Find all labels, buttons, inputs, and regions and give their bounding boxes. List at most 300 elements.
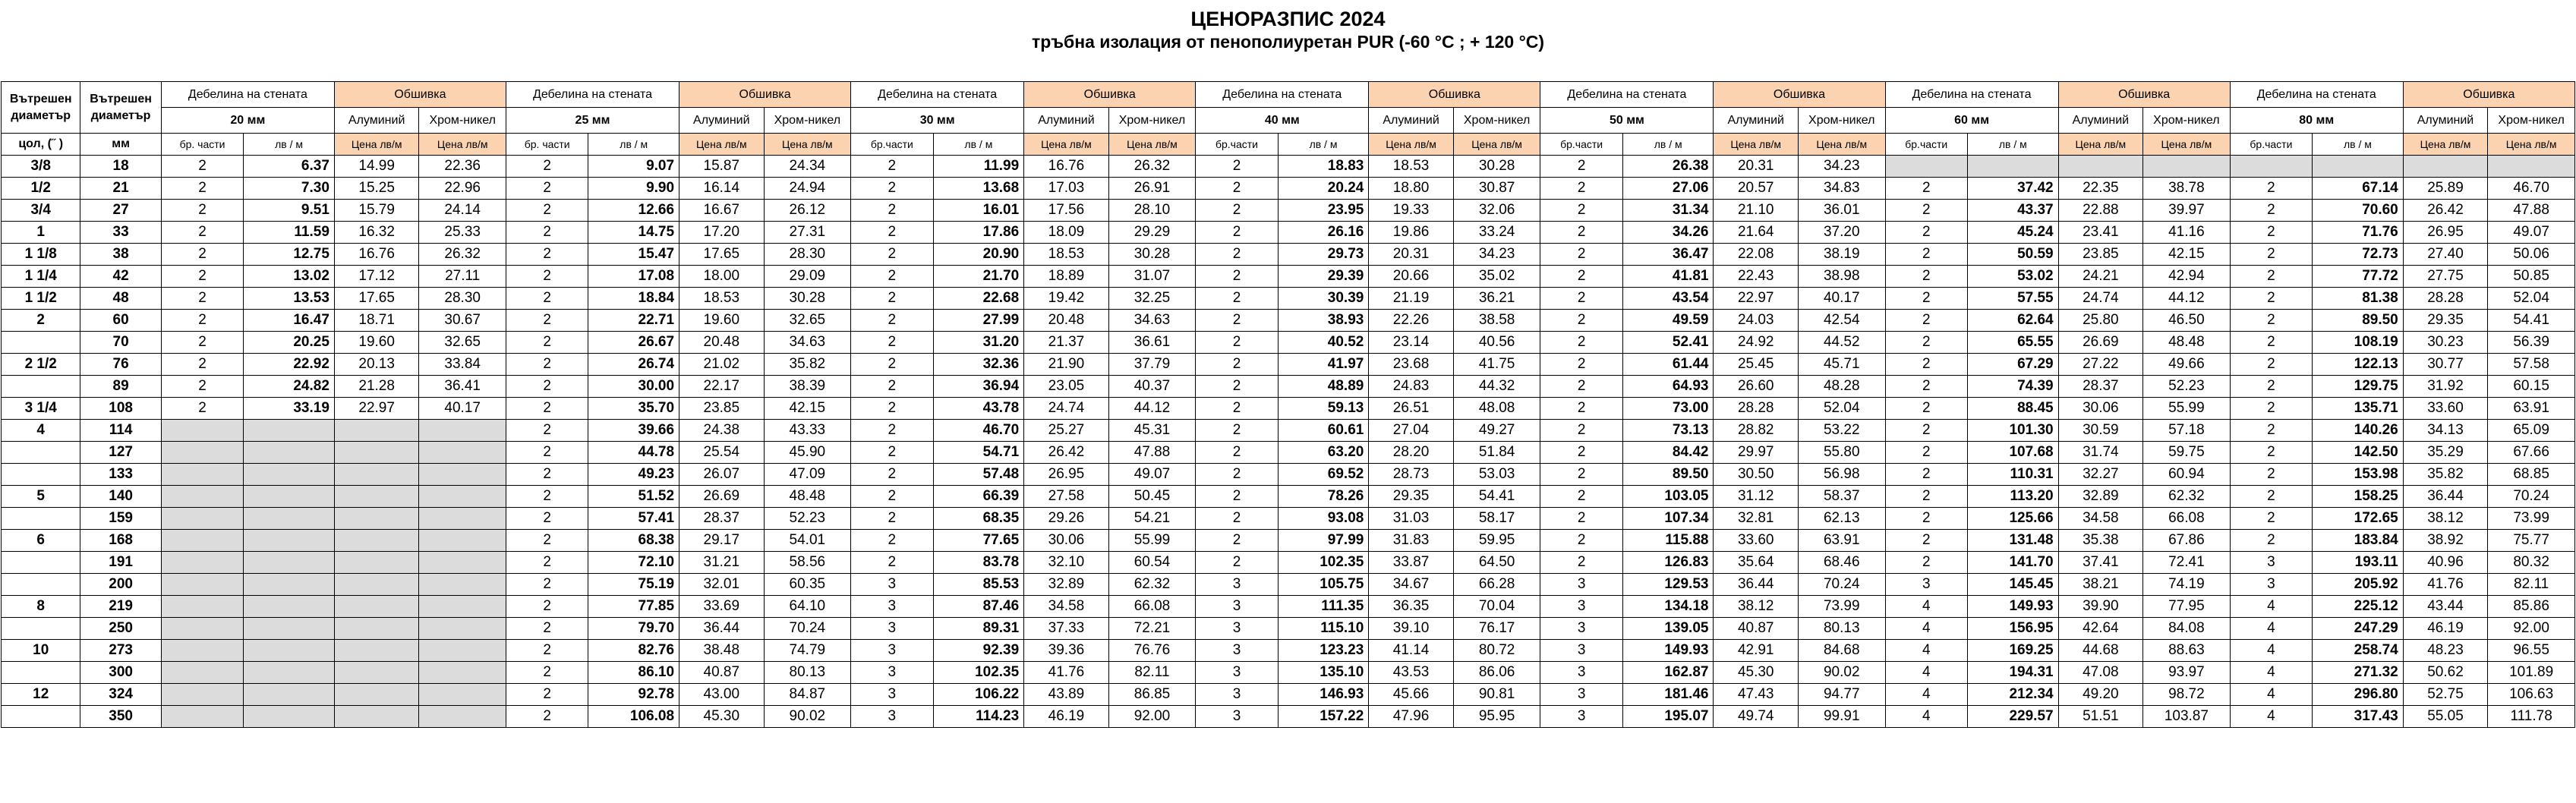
pieces-cell: 2 <box>2230 332 2312 354</box>
pieces-cell: 2 <box>1196 288 1278 310</box>
pieces-cell: 2 <box>851 156 933 178</box>
price-cell: 16.47 <box>244 310 335 332</box>
pieces-cell: 2 <box>851 332 933 354</box>
inch-cell: 1/2 <box>2 178 80 200</box>
price-cell: 24.82 <box>244 376 335 398</box>
inner-diameter-mm-header: Вътрешен диаметър <box>80 82 161 134</box>
aluminium-price-cell: 27.40 <box>2403 244 2488 266</box>
chrome-nickel-price-cell: 53.22 <box>1798 420 1885 442</box>
pieces-cell: 2 <box>161 288 243 310</box>
chrome-nickel-price-cell: 62.32 <box>1108 574 1196 596</box>
price-cell: 113.20 <box>1967 486 2058 508</box>
aluminium-header: Алуминий <box>679 108 765 134</box>
pieces-cell: 4 <box>1885 706 1967 728</box>
chrome-nickel-price-cell: 32.65 <box>419 332 506 354</box>
mm-cell: 133 <box>80 464 161 486</box>
chrome-nickel-price-cell: 44.12 <box>2143 288 2231 310</box>
chrome-nickel-header: Хром-никел <box>1108 108 1196 134</box>
inch-cell: 6 <box>2 530 80 552</box>
pieces-cell: 2 <box>2230 288 2312 310</box>
price-cell: 89.31 <box>933 618 1024 640</box>
aluminium-price-cell: 30.06 <box>1024 530 1109 552</box>
pieces-cell: 2 <box>1885 354 1967 376</box>
pieces-cell: 2 <box>1885 530 1967 552</box>
aluminium-price-cell: 42.91 <box>1714 640 1799 662</box>
price-cell: 85.53 <box>933 574 1024 596</box>
chrome-nickel-price-cell: 103.87 <box>2143 706 2231 728</box>
inch-cell <box>2 706 80 728</box>
pieces-cell: 2 <box>2230 486 2312 508</box>
aluminium-price-cell: 38.21 <box>2058 574 2143 596</box>
price-cell: 13.02 <box>244 266 335 288</box>
aluminium-price-header: Цена лв/м <box>2058 134 2143 156</box>
pieces-cell: 3 <box>851 596 933 618</box>
empty-cell <box>419 530 506 552</box>
aluminium-price-header: Цена лв/м <box>2403 134 2488 156</box>
pieces-cell: 2 <box>1196 376 1278 398</box>
aluminium-price-cell: 36.44 <box>1714 574 1799 596</box>
empty-cell <box>244 640 335 662</box>
table-row <box>2 332 2575 354</box>
pieces-cell: 2 <box>851 266 933 288</box>
pieces-cell: 2 <box>851 530 933 552</box>
chrome-nickel-price-cell: 52.23 <box>2143 376 2231 398</box>
pieces-cell: 4 <box>1885 640 1967 662</box>
chrome-nickel-price-cell: 24.94 <box>764 178 851 200</box>
aluminium-price-header: Цена лв/м <box>1369 134 1454 156</box>
chrome-nickel-price-cell: 32.25 <box>1108 288 1196 310</box>
chrome-nickel-price-cell: 28.30 <box>764 244 851 266</box>
pieces-cell: 2 <box>506 266 588 288</box>
price-cell: 140.26 <box>2313 420 2404 442</box>
pieces-cell: 2 <box>1885 266 1967 288</box>
aluminium-price-cell: 31.03 <box>1369 508 1454 530</box>
aluminium-price-cell: 19.60 <box>334 332 419 354</box>
price-cell: 64.93 <box>1622 376 1714 398</box>
price-cell: 229.57 <box>1967 706 2058 728</box>
aluminium-price-cell: 15.87 <box>679 156 765 178</box>
price-cell: 141.70 <box>1967 552 2058 574</box>
chrome-nickel-price-cell: 66.28 <box>1453 574 1540 596</box>
pieces-cell: 2 <box>2230 354 2312 376</box>
price-cell: 29.39 <box>1278 266 1369 288</box>
pieces-cell: 3 <box>851 618 933 640</box>
pieces-cell: 3 <box>1196 684 1278 706</box>
chrome-nickel-price-cell: 57.58 <box>2488 354 2575 376</box>
chrome-nickel-price-cell: 64.50 <box>1453 552 1540 574</box>
price-cell: 111.35 <box>1278 596 1369 618</box>
chrome-nickel-price-cell: 59.75 <box>2143 442 2231 464</box>
price-cell: 247.29 <box>2313 618 2404 640</box>
chrome-nickel-price-cell: 38.58 <box>1453 310 1540 332</box>
empty-cell <box>161 552 243 574</box>
pieces-cell: 2 <box>1540 332 1622 354</box>
pieces-cell: 2 <box>851 376 933 398</box>
empty-cell <box>334 640 419 662</box>
aluminium-price-cell: 32.81 <box>1714 508 1799 530</box>
aluminium-price-cell: 18.89 <box>1024 266 1109 288</box>
price-cell: 12.75 <box>244 244 335 266</box>
aluminium-price-cell: 16.76 <box>334 244 419 266</box>
header-row-3 <box>2 134 2575 156</box>
aluminium-price-cell: 37.41 <box>2058 552 2143 574</box>
chrome-nickel-price-cell: 58.56 <box>764 552 851 574</box>
empty-cell <box>334 618 419 640</box>
aluminium-price-cell: 29.97 <box>1714 442 1799 464</box>
price-cell: 59.13 <box>1278 398 1369 420</box>
table-row <box>2 662 2575 684</box>
pieces-cell: 2 <box>2230 442 2312 464</box>
price-cell: 97.99 <box>1278 530 1369 552</box>
pieces-cell: 3 <box>851 662 933 684</box>
mm-cell: 200 <box>80 574 161 596</box>
empty-cell <box>244 574 335 596</box>
chrome-nickel-price-cell: 29.29 <box>1108 222 1196 244</box>
chrome-nickel-price-cell: 72.41 <box>2143 552 2231 574</box>
chrome-nickel-price-cell: 90.81 <box>1453 684 1540 706</box>
aluminium-price-cell: 34.58 <box>1024 596 1109 618</box>
aluminium-price-cell: 24.03 <box>1714 310 1799 332</box>
pieces-cell: 2 <box>1196 354 1278 376</box>
price-per-m-header: лв / м <box>1278 134 1369 156</box>
price-cell: 258.74 <box>2313 640 2404 662</box>
pieces-cell: 4 <box>1885 684 1967 706</box>
aluminium-price-cell: 16.32 <box>334 222 419 244</box>
aluminium-price-cell: 24.74 <box>2058 288 2143 310</box>
mm-cell: 219 <box>80 596 161 618</box>
price-cell: 20.25 <box>244 332 335 354</box>
aluminium-price-header: Цена лв/м <box>679 134 765 156</box>
chrome-nickel-price-cell: 90.02 <box>1798 662 1885 684</box>
price-cell: 67.29 <box>1967 354 2058 376</box>
pieces-cell: 2 <box>506 464 588 486</box>
price-cell: 15.47 <box>588 244 679 266</box>
price-cell: 157.22 <box>1278 706 1369 728</box>
price-cell: 115.10 <box>1278 618 1369 640</box>
pieces-cell: 2 <box>506 244 588 266</box>
price-cell: 172.65 <box>2313 508 2404 530</box>
price-cell: 20.24 <box>1278 178 1369 200</box>
aluminium-price-cell: 41.76 <box>1024 662 1109 684</box>
aluminium-header: Алуминий <box>1369 108 1454 134</box>
price-cell: 89.50 <box>2313 310 2404 332</box>
pieces-cell: 2 <box>1885 244 1967 266</box>
chrome-nickel-price-cell: 24.14 <box>419 200 506 222</box>
aluminium-price-cell: 22.35 <box>2058 178 2143 200</box>
mm-cell: 42 <box>80 266 161 288</box>
table-row <box>2 222 2575 244</box>
inch-cell <box>2 442 80 464</box>
price-cell: 51.52 <box>588 486 679 508</box>
aluminium-price-cell: 39.36 <box>1024 640 1109 662</box>
aluminium-price-cell: 25.80 <box>2058 310 2143 332</box>
chrome-nickel-price-cell: 46.70 <box>2488 178 2575 200</box>
mm-cell: 140 <box>80 486 161 508</box>
pieces-cell: 2 <box>2230 464 2312 486</box>
aluminium-price-cell: 32.89 <box>2058 486 2143 508</box>
pieces-cell: 2 <box>1540 288 1622 310</box>
price-cell: 29.73 <box>1278 244 1369 266</box>
pieces-cell: 2 <box>1196 508 1278 530</box>
price-cell: 135.10 <box>1278 662 1369 684</box>
empty-cell <box>2403 156 2488 178</box>
price-cell: 30.00 <box>588 376 679 398</box>
price-cell: 37.42 <box>1967 178 2058 200</box>
chrome-nickel-price-cell: 49.07 <box>2488 222 2575 244</box>
chrome-nickel-price-cell: 70.24 <box>764 618 851 640</box>
chrome-nickel-price-cell: 40.56 <box>1453 332 1540 354</box>
pieces-cell: 2 <box>161 200 243 222</box>
aluminium-price-cell: 36.44 <box>679 618 765 640</box>
empty-cell <box>1885 156 1967 178</box>
aluminium-price-cell: 21.19 <box>1369 288 1454 310</box>
aluminium-price-cell: 18.53 <box>1024 244 1109 266</box>
price-cell: 169.25 <box>1967 640 2058 662</box>
pieces-header: бр. части <box>506 134 588 156</box>
aluminium-price-cell: 49.20 <box>2058 684 2143 706</box>
empty-cell <box>334 684 419 706</box>
pieces-cell: 2 <box>161 354 243 376</box>
empty-cell <box>334 486 419 508</box>
empty-cell <box>244 596 335 618</box>
chrome-nickel-price-cell: 94.77 <box>1798 684 1885 706</box>
aluminium-price-cell: 50.62 <box>2403 662 2488 684</box>
price-cell: 40.52 <box>1278 332 1369 354</box>
chrome-nickel-price-cell: 63.91 <box>1798 530 1885 552</box>
aluminium-price-cell: 44.68 <box>2058 640 2143 662</box>
empty-cell <box>2488 156 2575 178</box>
aluminium-price-cell: 21.02 <box>679 354 765 376</box>
pieces-cell: 2 <box>161 244 243 266</box>
pieces-cell: 2 <box>506 288 588 310</box>
pieces-cell: 2 <box>161 222 243 244</box>
pieces-cell: 2 <box>1196 310 1278 332</box>
table-row <box>2 376 2575 398</box>
aluminium-price-cell: 24.74 <box>1024 398 1109 420</box>
pieces-cell: 2 <box>506 156 588 178</box>
thickness-value: 25 мм <box>506 108 679 134</box>
aluminium-price-cell: 43.44 <box>2403 596 2488 618</box>
pieces-cell: 2 <box>851 442 933 464</box>
pieces-cell: 2 <box>851 222 933 244</box>
pieces-cell: 2 <box>2230 310 2312 332</box>
chrome-nickel-price-cell: 53.03 <box>1453 464 1540 486</box>
inch-cell <box>2 464 80 486</box>
empty-cell <box>419 618 506 640</box>
inch-cell: 3/4 <box>2 200 80 222</box>
chrome-nickel-price-cell: 44.52 <box>1798 332 1885 354</box>
price-cell: 135.71 <box>2313 398 2404 420</box>
aluminium-price-cell: 24.21 <box>2058 266 2143 288</box>
aluminium-price-cell: 28.28 <box>1714 398 1799 420</box>
price-cell: 22.68 <box>933 288 1024 310</box>
pieces-cell: 2 <box>1540 156 1622 178</box>
price-cell: 123.23 <box>1278 640 1369 662</box>
aluminium-price-cell: 47.96 <box>1369 706 1454 728</box>
chrome-nickel-price-cell: 26.12 <box>764 200 851 222</box>
chrome-nickel-price-cell: 34.83 <box>1798 178 1885 200</box>
aluminium-price-cell: 32.27 <box>2058 464 2143 486</box>
empty-cell <box>244 508 335 530</box>
aluminium-price-cell: 26.42 <box>2403 200 2488 222</box>
price-cell: 105.75 <box>1278 574 1369 596</box>
chrome-nickel-price-cell: 84.68 <box>1798 640 1885 662</box>
price-cell: 39.66 <box>588 420 679 442</box>
pieces-cell: 2 <box>1540 266 1622 288</box>
price-cell: 68.38 <box>588 530 679 552</box>
chrome-nickel-price-cell: 49.66 <box>2143 354 2231 376</box>
price-cell: 26.38 <box>1622 156 1714 178</box>
price-cell: 108.19 <box>2313 332 2404 354</box>
chrome-nickel-price-cell: 38.78 <box>2143 178 2231 200</box>
pieces-cell: 2 <box>161 398 243 420</box>
aluminium-price-cell: 49.74 <box>1714 706 1799 728</box>
aluminium-price-cell: 36.35 <box>1369 596 1454 618</box>
pieces-cell: 2 <box>1196 200 1278 222</box>
pieces-cell: 2 <box>1540 552 1622 574</box>
aluminium-price-cell: 39.90 <box>2058 596 2143 618</box>
wall-thickness-header: Дебелина на стената <box>2230 82 2403 108</box>
chrome-nickel-price-cell: 22.36 <box>419 156 506 178</box>
mm-cell: 33 <box>80 222 161 244</box>
wall-thickness-header: Дебелина на стената <box>1885 82 2058 108</box>
unit-mm: мм <box>80 134 161 156</box>
table-row <box>2 310 2575 332</box>
chrome-nickel-price-cell: 84.08 <box>2143 618 2231 640</box>
price-cell: 54.71 <box>933 442 1024 464</box>
aluminium-price-cell: 45.30 <box>1714 662 1799 684</box>
aluminium-price-header: Цена лв/м <box>1024 134 1109 156</box>
mm-cell: 108 <box>80 398 161 420</box>
price-cell: 49.23 <box>588 464 679 486</box>
empty-cell <box>2143 156 2231 178</box>
chrome-nickel-price-cell: 70.24 <box>1798 574 1885 596</box>
price-cell: 87.46 <box>933 596 1024 618</box>
chrome-nickel-price-cell: 43.33 <box>764 420 851 442</box>
aluminium-price-cell: 26.60 <box>1714 376 1799 398</box>
pieces-cell: 2 <box>1196 552 1278 574</box>
aluminium-price-cell: 51.51 <box>2058 706 2143 728</box>
price-cell: 13.68 <box>933 178 1024 200</box>
aluminium-price-cell: 34.13 <box>2403 420 2488 442</box>
empty-cell <box>334 508 419 530</box>
chrome-nickel-price-cell: 52.23 <box>764 508 851 530</box>
chrome-nickel-price-cell: 34.23 <box>1798 156 1885 178</box>
chrome-nickel-price-cell: 74.19 <box>2143 574 2231 596</box>
price-cell: 52.41 <box>1622 332 1714 354</box>
chrome-nickel-price-cell: 92.00 <box>1108 706 1196 728</box>
price-cell: 110.31 <box>1967 464 2058 486</box>
page-title: ЦЕНОРАЗПИС 2024 <box>1190 8 1386 30</box>
price-cell: 103.05 <box>1622 486 1714 508</box>
empty-cell <box>161 464 243 486</box>
inch-cell: 12 <box>2 684 80 706</box>
price-cell: 107.68 <box>1967 442 2058 464</box>
chrome-nickel-price-cell: 82.11 <box>2488 574 2575 596</box>
aluminium-price-cell: 28.37 <box>2058 376 2143 398</box>
thickness-value: 50 мм <box>1540 108 1714 134</box>
pieces-cell: 2 <box>851 486 933 508</box>
chrome-nickel-price-cell: 52.04 <box>1798 398 1885 420</box>
pieces-cell: 2 <box>506 508 588 530</box>
chrome-nickel-price-cell: 42.54 <box>1798 310 1885 332</box>
aluminium-price-cell: 48.23 <box>2403 640 2488 662</box>
empty-cell <box>2230 156 2312 178</box>
pieces-cell: 2 <box>161 376 243 398</box>
price-cell: 20.90 <box>933 244 1024 266</box>
empty-cell <box>419 508 506 530</box>
aluminium-price-cell: 25.45 <box>1714 354 1799 376</box>
pieces-cell: 2 <box>1196 464 1278 486</box>
mm-cell: 18 <box>80 156 161 178</box>
price-cell: 63.20 <box>1278 442 1369 464</box>
pieces-cell: 3 <box>851 640 933 662</box>
aluminium-price-cell: 23.14 <box>1369 332 1454 354</box>
price-cell: 67.14 <box>2313 178 2404 200</box>
aluminium-price-cell: 20.31 <box>1714 156 1799 178</box>
empty-cell <box>419 662 506 684</box>
aluminium-price-cell: 40.87 <box>1714 618 1799 640</box>
price-cell: 134.18 <box>1622 596 1714 618</box>
aluminium-price-cell: 42.64 <box>2058 618 2143 640</box>
aluminium-price-cell: 31.74 <box>2058 442 2143 464</box>
aluminium-price-cell: 26.51 <box>1369 398 1454 420</box>
table-row <box>2 530 2575 552</box>
chrome-nickel-price-cell: 22.96 <box>419 178 506 200</box>
chrome-nickel-price-cell: 48.48 <box>764 486 851 508</box>
price-cell: 43.54 <box>1622 288 1714 310</box>
aluminium-price-cell: 30.50 <box>1714 464 1799 486</box>
inch-cell: 4 <box>2 420 80 442</box>
thickness-value: 60 мм <box>1885 108 2058 134</box>
pieces-cell: 2 <box>1196 486 1278 508</box>
mm-cell: 21 <box>80 178 161 200</box>
aluminium-price-cell: 23.05 <box>1024 376 1109 398</box>
thickness-value: 30 мм <box>851 108 1024 134</box>
chrome-nickel-price-cell: 47.88 <box>2488 200 2575 222</box>
price-cell: 21.70 <box>933 266 1024 288</box>
table-row <box>2 354 2575 376</box>
pieces-cell: 2 <box>506 574 588 596</box>
aluminium-price-cell: 29.26 <box>1024 508 1109 530</box>
chrome-nickel-price-cell: 42.15 <box>2143 244 2231 266</box>
thickness-value: 80 мм <box>2230 108 2403 134</box>
aluminium-price-cell: 55.05 <box>2403 706 2488 728</box>
price-cell: 106.22 <box>933 684 1024 706</box>
empty-cell <box>161 530 243 552</box>
price-cell: 43.37 <box>1967 200 2058 222</box>
price-cell: 49.59 <box>1622 310 1714 332</box>
aluminium-price-header: Цена лв/м <box>334 134 419 156</box>
price-cell: 57.48 <box>933 464 1024 486</box>
pieces-cell: 2 <box>1540 354 1622 376</box>
price-cell: 34.26 <box>1622 222 1714 244</box>
table-row <box>2 420 2575 442</box>
pieces-cell: 2 <box>851 508 933 530</box>
chrome-nickel-price-cell: 26.32 <box>419 244 506 266</box>
pieces-cell: 2 <box>2230 508 2312 530</box>
price-cell: 122.13 <box>2313 354 2404 376</box>
chrome-nickel-price-cell: 37.79 <box>1108 354 1196 376</box>
pieces-cell: 2 <box>506 398 588 420</box>
table-row <box>2 398 2575 420</box>
price-cell: 13.53 <box>244 288 335 310</box>
aluminium-price-cell: 52.75 <box>2403 684 2488 706</box>
empty-cell <box>419 464 506 486</box>
pieces-cell: 2 <box>506 552 588 574</box>
aluminium-price-cell: 34.67 <box>1369 574 1454 596</box>
pieces-cell: 2 <box>1540 464 1622 486</box>
